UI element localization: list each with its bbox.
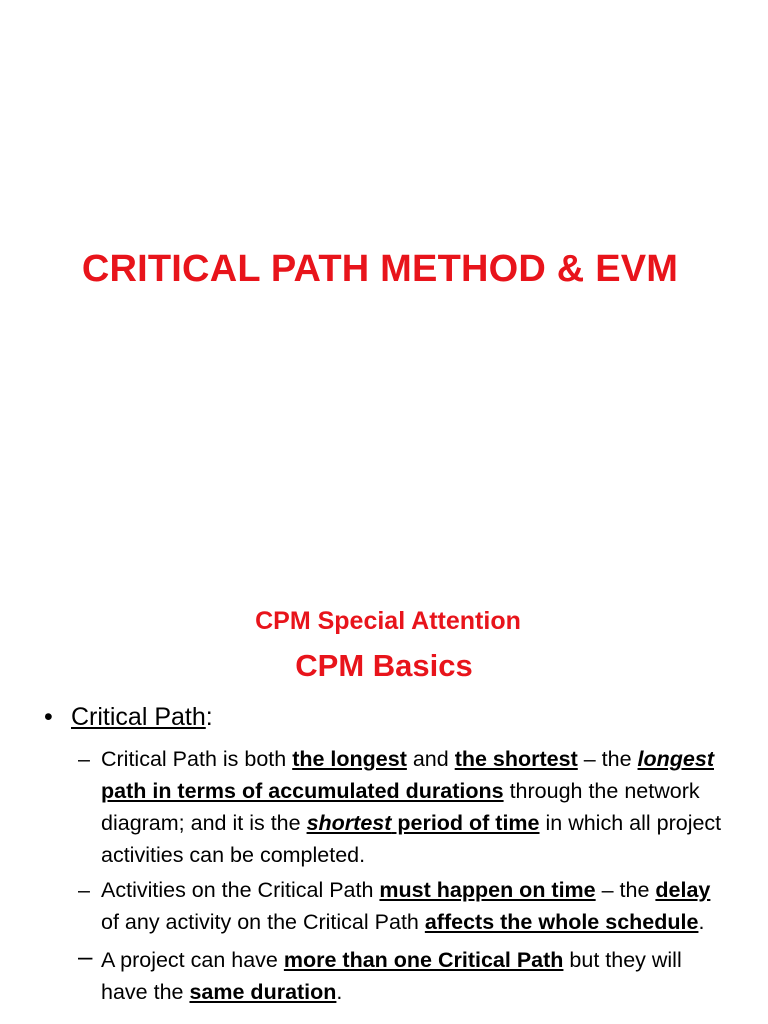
text-run: but they will have the	[101, 948, 682, 1004]
text-run: – the	[595, 878, 656, 902]
dash-marker: –	[78, 878, 90, 902]
text-run: and	[406, 747, 455, 771]
emphasis-run: period of time	[391, 811, 540, 835]
emphasis-run: the longest	[292, 747, 407, 771]
bullet-colon: :	[205, 703, 213, 731]
sub-item-critical-path-definition	[78, 743, 728, 871]
emphasis-run: longest	[637, 747, 714, 771]
main-title: CRITICAL PATH METHOD & EVM	[81, 248, 679, 290]
text-run: in which all project activities can be completed.	[101, 811, 722, 867]
bullet-term: Critical Path	[71, 703, 206, 731]
sub-list	[78, 743, 728, 1011]
emphasis-run: shortest	[306, 811, 392, 835]
content-slide	[0, 560, 768, 1024]
emphasis-run: path in terms of accumulated durations	[101, 779, 504, 803]
dash-marker: –	[78, 747, 90, 771]
sub-item-on-time	[78, 874, 728, 938]
emphasis-run: more than one Critical Path	[283, 948, 564, 972]
emphasis-run: delay	[655, 878, 711, 902]
section-title: CPM Basics	[295, 648, 473, 683]
bullet-marker: •	[44, 703, 53, 731]
text-run: A project can have	[101, 948, 284, 972]
text-run: .	[698, 910, 705, 934]
text-run: Activities on the Critical Path	[101, 878, 380, 902]
text-run: .	[336, 980, 343, 1004]
text-run: Critical Path is both	[101, 747, 293, 771]
text-run: – the	[577, 747, 638, 771]
emphasis-run: the shortest	[454, 747, 578, 771]
dash-marker: –	[78, 941, 93, 971]
bullet-item	[44, 703, 213, 732]
sub-item-multiple-paths	[78, 941, 728, 1008]
text-run: of any activity on the Critical Path	[101, 910, 425, 934]
emphasis-run: must happen on time	[379, 878, 596, 902]
emphasis-run: same duration	[189, 980, 337, 1004]
sub-header: CPM Special Attention	[255, 607, 521, 635]
text-run: through the network diagram; and it is the	[101, 779, 700, 835]
emphasis-run: affects the whole schedule	[424, 910, 699, 934]
